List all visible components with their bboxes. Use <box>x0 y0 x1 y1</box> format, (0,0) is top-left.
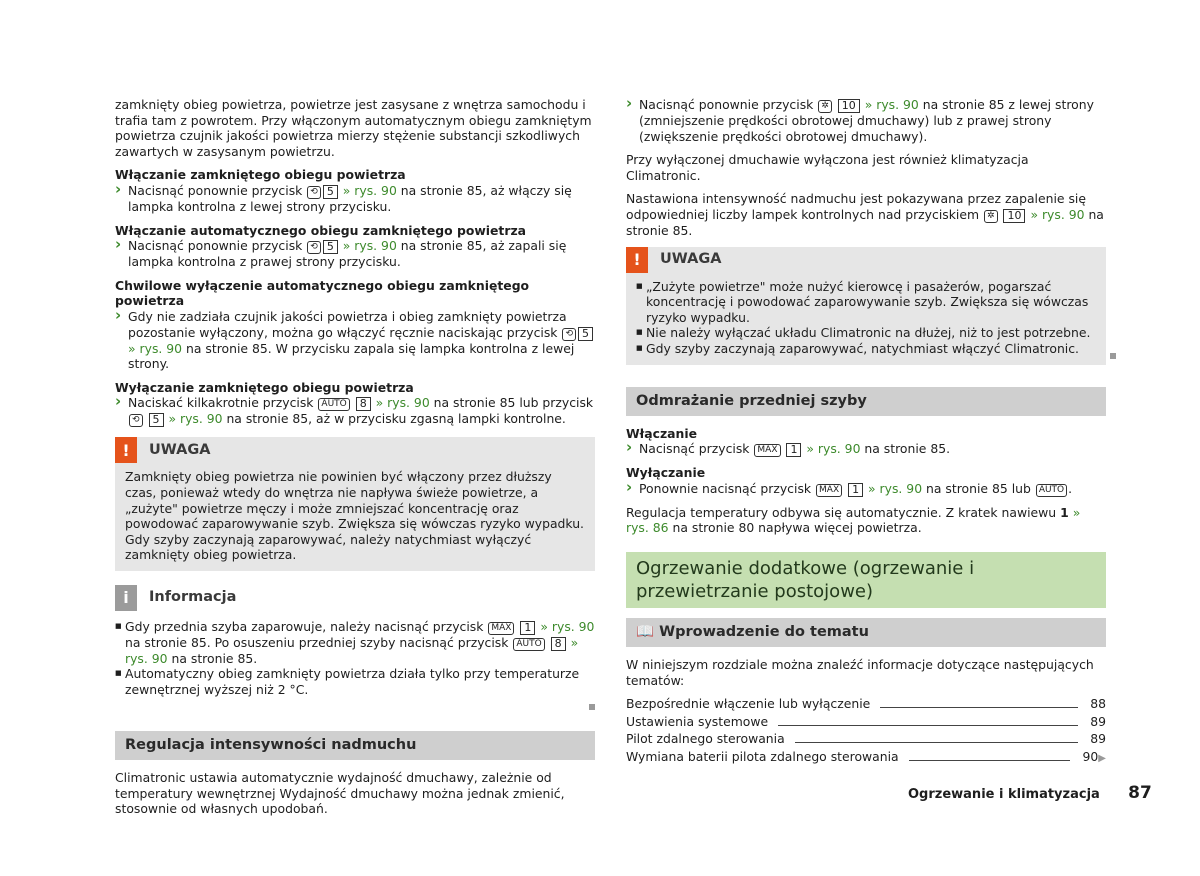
max-defrost-button-icon: MAX <box>754 444 780 457</box>
warning-text: Zamknięty obieg powietrza nie powinien być włączony przez dłuższy czas, ponieważ wtedy do wnętrza nie napływa świeże powietrze, a „zużyte" powietrze męczy i może zmniejszać koncentrację oraz powodować zaparowywanie szyb. Zwiększa się wówczas ryzyko wypadku. Gdy szyby zaczynają zaparowywać, należy natychmiast wyłączyć zamknięty obieg powietrza. <box>125 469 584 563</box>
warning-icon: ! <box>626 247 648 273</box>
warning-box <box>626 247 1106 365</box>
toc-list <box>626 696 1106 766</box>
left-column <box>115 97 595 825</box>
warning-bullet: ■ Gdy szyby zaczynają zaparowywać, natychmiast włączyć Climatronic. <box>636 341 1096 357</box>
fan-button-icon: ✲ <box>984 210 998 223</box>
recirc-button-icon: ⟲ <box>307 241 321 254</box>
page-number: 87 <box>1128 783 1152 803</box>
section-end-marker <box>1110 353 1116 359</box>
section-title-defrost: Odmrażanie przedniej szyby <box>626 387 1106 416</box>
warning-title: UWAGA <box>660 250 722 267</box>
paragraph-temperature: Regulacja temperatury odbywa się automatycznie. Z kratek nawiewu 1 » rys. 86 na stronie 80 napływa więcej powietrza. <box>626 504 1081 536</box>
warning-bullet: ■ Nie należy wyłączać układu Climatronic na dłużej, niż to jest potrzebne. <box>636 325 1096 341</box>
step-defrost-off: › Ponownie nacisnąć przycisk MAX 1 » rys. 90 na stronie 85 lub AUTO . <box>626 481 1106 497</box>
paragraph-climatronic-off: Przy wyłączonej dmuchawie wyłączona jest również klimatyzacja Climatronic. <box>626 152 1029 183</box>
info-bullet: ■ Automatyczny obieg zamknięty powietrza działa tylko przy temperaturze zewnętrznej wyższej niż 2 °C. <box>115 666 595 697</box>
figure-link[interactable]: » rys. 90 <box>1030 206 1085 222</box>
auto-button-icon: AUTO <box>318 398 349 411</box>
warning-box <box>115 437 595 571</box>
subheading-temp-off: Chwilowe wyłączenie automatycznego obiegu zamkniętego powietrza <box>115 277 530 309</box>
warning-bullet: ■ „Zużyte powietrze" może nużyć kierowcę i pasażerów, pogarszać koncentrację i powodować zaparowywanie szyb. Zwiększa się wówczas ryzyko wypadku. <box>636 279 1096 326</box>
step-defrost-on: › Nacisnąć przycisk MAX 1 » rys. 90 na stronie 85. <box>626 441 1106 457</box>
figure-link[interactable]: » rys. 90 <box>125 634 579 666</box>
continue-arrow-icon: ▶ <box>1098 752 1106 764</box>
info-icon: i <box>115 585 137 611</box>
figure-link[interactable]: » rys. 90 <box>375 395 430 411</box>
toc-row[interactable]: Wymiana baterii pilota zdalnego sterowania 90 ▶ <box>626 749 1106 767</box>
toc-row[interactable]: Pilot zdalnego sterowania 89 <box>626 731 1106 747</box>
toc-row[interactable]: Bezpośrednie włączenie lub wyłączenie 88 <box>626 696 1106 712</box>
figure-link[interactable]: » rys. 90 <box>864 97 919 112</box>
auto-button-icon: AUTO <box>1036 484 1067 497</box>
figure-link[interactable]: » rys. 90 <box>868 480 923 496</box>
recirc-button-icon: ⟲ <box>129 414 143 427</box>
step-auto-on: › Nacisnąć ponownie przycisk ⟲ 5 » rys. 90 na stronie 85, aż zapali się lampka kontrolna z prawej strony przycisku. <box>115 238 595 270</box>
recirc-button-icon: ⟲ <box>307 186 321 199</box>
footer-section: Ogrzewanie i klimatyzacja <box>908 787 1100 802</box>
chapter-title: Ogrzewanie dodatkowe (ogrzewanie i przewietrzanie postojowe) <box>626 552 1106 608</box>
figure-link[interactable]: » rys. 86 <box>626 504 1081 536</box>
step-closed-off: › Naciskać kilkakrotnie przycisk AUTO 8 » rys. 90 na stronie 85 lub przycisk ⟲ 5 » rys. 90 na stronie 85, aż w przycisku zgasną lampki kontrolne. <box>115 395 595 427</box>
fan-paragraph: Climatronic ustawia automatycznie wydajność dmuchawy, zależnie od temperatury wewnętrznej Wydajność dmuchawy można jednak zmienić, stosownie od własnych upodobań. <box>115 770 565 817</box>
right-column <box>626 97 1106 766</box>
section-end-marker <box>589 704 595 710</box>
subheading-on: Włączanie <box>626 425 698 441</box>
info-bullet: ■ Gdy przednia szyba zaparowuje, należy nacisnąć przycisk MAX 1 » rys. 90 na stronie 85. Po osuszeniu przedniej szyby nacisnąć przycisk AUTO 8 » rys. 90 na stronie 85. <box>115 619 595 667</box>
figure-link[interactable]: » rys. 90 <box>128 340 183 356</box>
auto-button-icon: AUTO <box>513 638 544 651</box>
fan-button-icon: ✲ <box>818 100 832 113</box>
intro-text: W niniejszym rozdziale można znaleźć informacje dotyczące następujących tematów: <box>626 656 1094 688</box>
max-defrost-button-icon: MAX <box>816 484 842 497</box>
figure-link[interactable]: » rys. 90 <box>342 238 397 254</box>
section-title-fan: Regulacja intensywności nadmuchu <box>115 731 595 760</box>
warning-icon: ! <box>115 437 137 463</box>
step-closed-on: › Nacisnąć ponownie przycisk ⟲ 5 » rys. 90 na stronie 85, aż włączy się lampka kontrolna z lewej strony przycisku. <box>115 183 595 215</box>
toc-row[interactable]: Ustawienia systemowe 89 <box>626 713 1106 729</box>
subheading-auto-on: Włączanie automatycznego obiegu zamkniętego powietrza <box>115 222 527 238</box>
page-footer <box>908 783 1152 803</box>
figure-link[interactable]: » rys. 90 <box>168 411 223 427</box>
paragraph-fan-level: Nastawiona intensywność nadmuchu jest pokazywana przez zapalenie się odpowiedniej liczby lampek kontrolnych nad przyciskiem ✲ 10 » rys. 90 na stronie 85. <box>626 191 1104 238</box>
info-box <box>115 585 595 713</box>
recirc-button-icon: ⟲ <box>562 328 576 341</box>
section-title-intro: 📖 Wprowadzenie do tematu <box>626 618 1106 647</box>
max-defrost-button-icon: MAX <box>488 622 514 635</box>
figure-link[interactable]: » rys. 90 <box>540 618 595 634</box>
warning-title: UWAGA <box>149 441 211 458</box>
figure-link[interactable]: » rys. 90 <box>806 441 861 457</box>
subheading-off: Wyłączanie <box>626 465 706 481</box>
intro-paragraph: zamknięty obieg powietrza, powietrze jest zasysane z wnętrza samochodu i trafia tam z powrotem. Przy włączonym automatycznym obiegu zamkniętym powietrza czujnik jakości powietrza mierzy stężenie substancji szkodliwych zawartych w zasysanym powietrzu. <box>115 97 592 159</box>
book-icon: 📖 <box>636 623 655 640</box>
figure-link[interactable]: » rys. 90 <box>342 182 397 198</box>
subheading-closed-off: Wyłączanie zamkniętego obiegu powietrza <box>115 379 414 395</box>
step-temp-off: › Gdy nie zadziała czujnik jakości powietrza i obieg zamknięty powietrza pozostanie wyłączony, można go włączyć ręcznie naciskając przycisk ⟲ 5 » rys. 90 na stronie 85. W przycisku zapala się lampka kontrolna z lewej strony. <box>115 309 595 372</box>
subheading-closed-on: Włączanie zamkniętego obiegu powietrza <box>115 167 406 183</box>
info-title: Informacja <box>149 589 237 606</box>
step-fan-button: › Nacisnąć ponownie przycisk ✲ 10 » rys. 90 na stronie 85 z lewej strony (zmniejszenie prędkości obrotowej dmuchawy) lub z prawej strony (zwiększenie prędkości obrotowej dmuchawy). <box>626 97 1106 144</box>
